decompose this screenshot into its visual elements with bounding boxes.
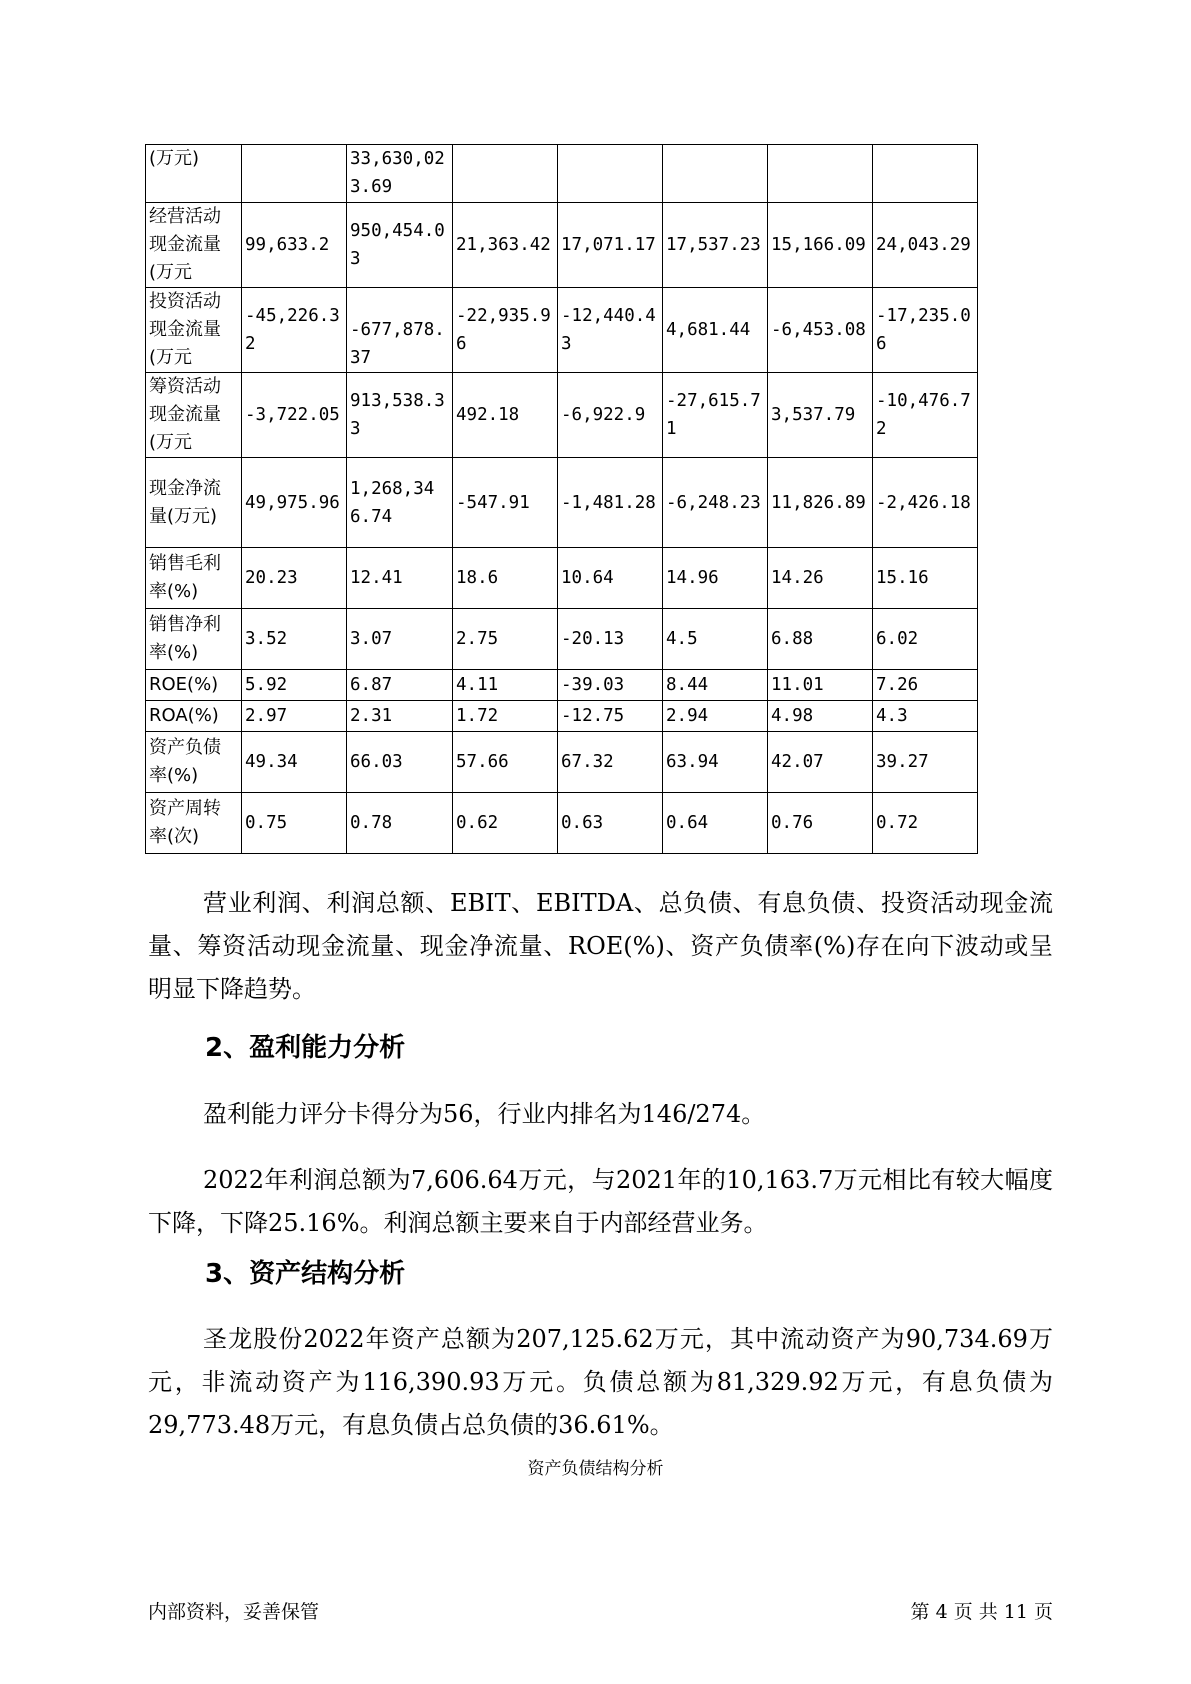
table-cell: 67.32 [558,732,663,793]
table-row [146,288,978,373]
table-cell: -12,440.43 [558,288,663,373]
financial-indicator-table [145,144,978,854]
profit-detail-paragraph: 2022年利润总额为7,606.64万元，与2021年的10,163.7万元相比有较大幅度下降，下降25.16%。利润总额主要来自于内部经营业务。 [148,1166,1053,1237]
table-cell: 14.96 [663,548,768,609]
table-cell: 1.72 [453,701,558,732]
table-cell: 4.3 [873,701,978,732]
row-label: ROE(%) [146,670,242,701]
table-cell: 913,538.33 [347,373,453,458]
row-label: 销售毛利率(%) [146,548,242,609]
table-cell: 49,975.96 [242,458,347,548]
table-cell: -1,481.28 [558,458,663,548]
table-cell: 99,633.2 [242,203,347,288]
table-cell: 4,681.44 [663,288,768,373]
table-cell: 4.98 [768,701,873,732]
table-cell: 0.64 [663,793,768,854]
table-cell: 950,454.03 [347,203,453,288]
table-cell: 42.07 [768,732,873,793]
table-cell: -12.75 [558,701,663,732]
table-cell: -547.91 [453,458,558,548]
table-cell: -6,922.9 [558,373,663,458]
table-row [146,609,978,670]
table-cell: 33,630,023.69 [347,145,453,203]
table-row [146,203,978,288]
table-row [146,373,978,458]
table-cell [663,145,768,203]
table-cell: -3,722.05 [242,373,347,458]
table-cell: 0.63 [558,793,663,854]
table-cell: 0.75 [242,793,347,854]
table-cell: 6.02 [873,609,978,670]
table-row [146,670,978,701]
table-cell [768,145,873,203]
table-cell: -20.13 [558,609,663,670]
table-cell: 11,826.89 [768,458,873,548]
row-label: 现金净流量(万元) [146,458,242,548]
table-row [146,458,978,548]
table-cell: 6.88 [768,609,873,670]
table-cell [453,145,558,203]
table-cell [558,145,663,203]
table-cell: 1,268,346.74 [347,458,453,548]
table-cell: 24,043.29 [873,203,978,288]
table-cell: 17,537.23 [663,203,768,288]
row-label: 筹资活动现金流量(万元 [146,373,242,458]
table-row [146,732,978,793]
table-cell: -677,878.37 [347,288,453,373]
table-cell: 492.18 [453,373,558,458]
table-cell: 5.92 [242,670,347,701]
table-cell: -45,226.32 [242,288,347,373]
row-label: (万元) [146,145,242,203]
table-cell: 15,166.09 [768,203,873,288]
table-cell: 15.16 [873,548,978,609]
table-cell: -2,426.18 [873,458,978,548]
row-label: 资产周转率(次) [146,793,242,854]
table-cell: -17,235.06 [873,288,978,373]
table-cell: 2.31 [347,701,453,732]
table-cell: 18.6 [453,548,558,609]
table-cell [242,145,347,203]
asset-detail-paragraph: 圣龙股份2022年资产总额为207,125.62万元，其中流动资产为90,734.69万元，非流动资产为116,390.93万元。负债总额为81,329.92万元，有息负债为29,773.48万元，有息负债占总负债的36.61%。 [148,1325,1053,1439]
row-label: 经营活动现金流量(万元 [146,203,242,288]
table-cell: 3,537.79 [768,373,873,458]
table-cell: 3.07 [347,609,453,670]
table-cell: 0.72 [873,793,978,854]
section-heading-profitability: 2、盈利能力分析 [205,1033,406,1063]
table-cell: 0.62 [453,793,558,854]
footer-page-number: 第 4 页 共 11 页 [910,1601,1053,1623]
table-cell: 17,071.17 [558,203,663,288]
table-cell: -27,615.71 [663,373,768,458]
table-row [146,701,978,732]
table-cell: 6.87 [347,670,453,701]
table-cell: 8.44 [663,670,768,701]
table-cell: 4.5 [663,609,768,670]
table-row [146,793,978,854]
table-cell: -6,453.08 [768,288,873,373]
table-cell [873,145,978,203]
table-cell: 57.66 [453,732,558,793]
table-cell: 49.34 [242,732,347,793]
table-row [146,145,978,203]
table-cell: 10.64 [558,548,663,609]
table-cell: -10,476.72 [873,373,978,458]
figure-caption: 资产负债结构分析 [527,1459,664,1479]
table-cell: 12.41 [347,548,453,609]
table-cell: 2.97 [242,701,347,732]
table-cell: 4.11 [453,670,558,701]
table-cell: 7.26 [873,670,978,701]
row-label: 投资活动现金流量(万元 [146,288,242,373]
table-cell: 63.94 [663,732,768,793]
row-label: 销售净利率(%) [146,609,242,670]
table-cell: 3.52 [242,609,347,670]
table-row [146,548,978,609]
table-cell: 2.94 [663,701,768,732]
profit-score-paragraph: 盈利能力评分卡得分为56，行业内排名为146/274。 [203,1100,766,1128]
section-heading-asset-structure: 3、资产结构分析 [205,1259,406,1289]
table-cell: 20.23 [242,548,347,609]
row-label: 资产负债率(%) [146,732,242,793]
table-cell: -6,248.23 [663,458,768,548]
table-cell: 0.76 [768,793,873,854]
table-cell: 39.27 [873,732,978,793]
footer-confidential-note: 内部资料，妥善保管 [148,1601,320,1623]
table-cell: -39.03 [558,670,663,701]
table-cell: 2.75 [453,609,558,670]
table-cell: -22,935.96 [453,288,558,373]
table-cell: 66.03 [347,732,453,793]
table-cell: 14.26 [768,548,873,609]
table-cell: 0.78 [347,793,453,854]
row-label: ROA(%) [146,701,242,732]
table-cell: 21,363.42 [453,203,558,288]
table-cell: 11.01 [768,670,873,701]
trend-paragraph: 营业利润、利润总额、EBIT、EBITDA、总负债、有息负债、投资活动现金流量、筹资活动现金流量、现金净流量、ROE(%)、资产负债率(%)存在向下波动或呈明显下降趋势。 [148,889,1053,1003]
